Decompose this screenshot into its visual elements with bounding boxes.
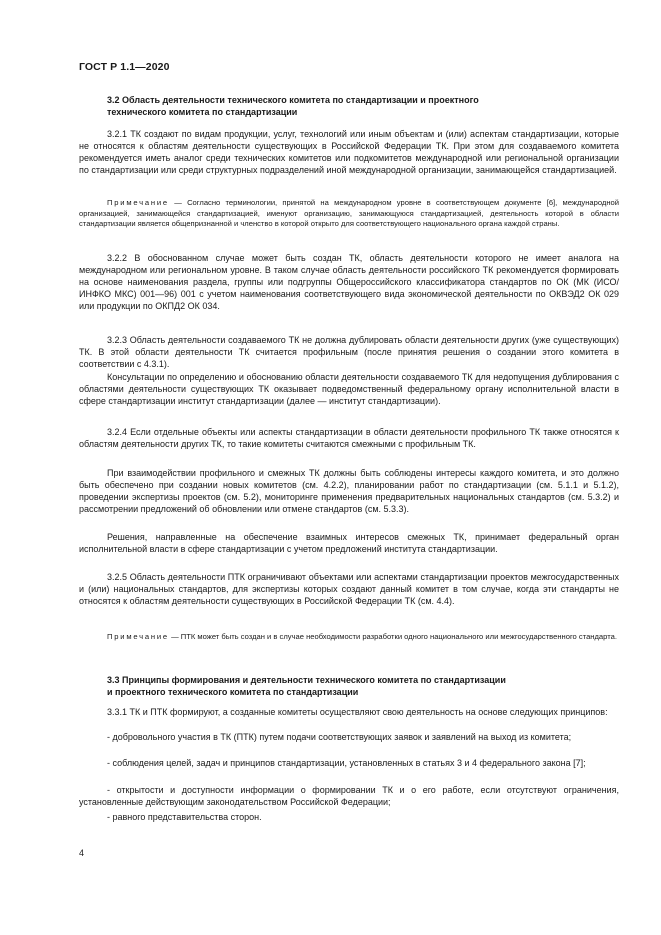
paragraph-3-2-4-interaction: При взаимодействии профильного и смежных ТК должны быть соблюдены интересы каждого комитета, и это должно быть обеспечено при создании новых комитетов (см. 4.2.2), планировании работ по стандартизации (см. 5.1.1 и 5.1.2), проведении экспертизы проектов (см. 5.2), мониторинге применения предварительных национальных стандартов (см. 5.3.2) и рассмотрении предложений об обновлении или отмене стандартов (см. 5.3.3). [79, 468, 619, 514]
list-item: - соблюдения целей, задач и принципов стандартизации, установленных в статьях 3 и 4 федерального закона [7]; [107, 758, 586, 768]
list-item: - равного представительства сторон. [107, 812, 262, 822]
note-1 [79, 198, 619, 230]
section-title-line2: и проектного технического комитета по стандартизации [107, 687, 359, 697]
note-2 [79, 632, 619, 643]
section-3-3-title [79, 674, 619, 698]
section-title-line2: технического комитета по стандартизации [107, 107, 298, 117]
paragraph-3-2-4-decisions: Решения, направленные на обеспечение взаимных интересов смежных ТК, принимает федеральный орган исполнительной власти в сфере стандартизации с учетом предложений института стандартизации. [79, 532, 619, 554]
list-item: - добровольного участия в ТК (ПТК) путем подачи соответствующих заявок и заявлений на выход из комитета; [107, 732, 572, 742]
note-label: Примечание [107, 198, 169, 207]
paragraph-3-2-4: 3.2.4 Если отдельные объекты или аспекты стандартизации в области деятельности профильного ТК также относятся к областям деятельности других ТК, то такие комитеты считаются смежными с профильным ТК. [79, 427, 619, 449]
list-item: - открытости и доступности информации о формировании ТК и о его работе, если отсутствуют ограничения, установленные действующим законодательством Российской Федерации; [79, 785, 619, 807]
note-text: — ПТК может быть создан и в случае необходимости разработки одного национального или межгосударственного стандарта. [168, 632, 617, 641]
section-title-line1: 3.2 Область деятельности технического комитета по стандартизации и проектного [107, 95, 479, 105]
paragraph-3-3-1: 3.3.1 ТК и ПТК формируют, а созданные комитеты осуществляют свою деятельность на основе следующих принципов: [107, 707, 608, 717]
paragraph-3-2-1: 3.2.1 ТК создают по видам продукции, услуг, технологий или иным объектам и (или) аспектам стандартизации, которые не относятся к областям деятельности существующих в Российской Федерации ТК. При этом для создаваемого комитета рекомендуется иметь аналог среди технических комитетов или подкомитетов международной или региональной организации по стандартизации или среди структурных подразделений иной международной организации, занимающейся стандартизацией. [79, 129, 619, 175]
paragraph-3-2-5: 3.2.5 Область деятельности ПТК ограничивают объектами или аспектами стандартизации проектов межгосударственных и (или) национальных стандартов, для экспертизы которых создают данный комитет в том случае, когда эти стандарты не относятся к областям деятельности существующих в Российской Федерации ТК (см. 4.4). [79, 572, 619, 606]
section-3-2-title [79, 94, 619, 118]
paragraph-3-2-3: 3.2.3 Область деятельности создаваемого ТК не должна дублировать области деятельности других (уже существующих) ТК. В этой области деятельности ТК считается профильным (после принятия решения о создании этого комитета в соответствии с 4.3.1). [79, 335, 619, 369]
section-title-line1: 3.3 Принципы формирования и деятельности технического комитета по стандартизации [107, 675, 506, 685]
paragraph-3-2-3-consultations: Консультации по определению и обоснованию области деятельности создаваемого ТК для недопущения дублирования с областями деятельности существующих ТК оказывает подведомственный федеральному органу исполнительной власти в сфере стандартизации институт стандартизации (далее — институт стандартизации). [79, 372, 619, 406]
page-number: 4 [79, 848, 85, 858]
note-text: — Согласно терминологии, принятой на международном уровне в соответствующем документе [6], международной организацией, занимающейся стандартизацией, именуют организацию, занимающуюся стандартизацией, деятельность которой в области стандартизации является общепризнанной и членство в которой открыто для соответствующего национального органа каждой страны. [79, 198, 619, 228]
paragraph-3-2-2: 3.2.2 В обоснованном случае может быть создан ТК, область деятельности которого не имеет аналога на международном или региональном уровне. В таком случае область деятельности российского ТК рекомендуется формировать на основе наименования раздела, группы или подгруппы Общероссийского классификатора стандартов по ОК (МК (ИСО/ИНФКО МКС) 001—96) 001 с учетом наименования соответствующего вида экономической деятельности по ОКВЭД2 ОК 029 или продукции по ОКПД2 ОК 034. [79, 253, 619, 311]
document-header: ГОСТ Р 1.1—2020 [79, 61, 170, 73]
note-label: Примечание [107, 632, 169, 641]
